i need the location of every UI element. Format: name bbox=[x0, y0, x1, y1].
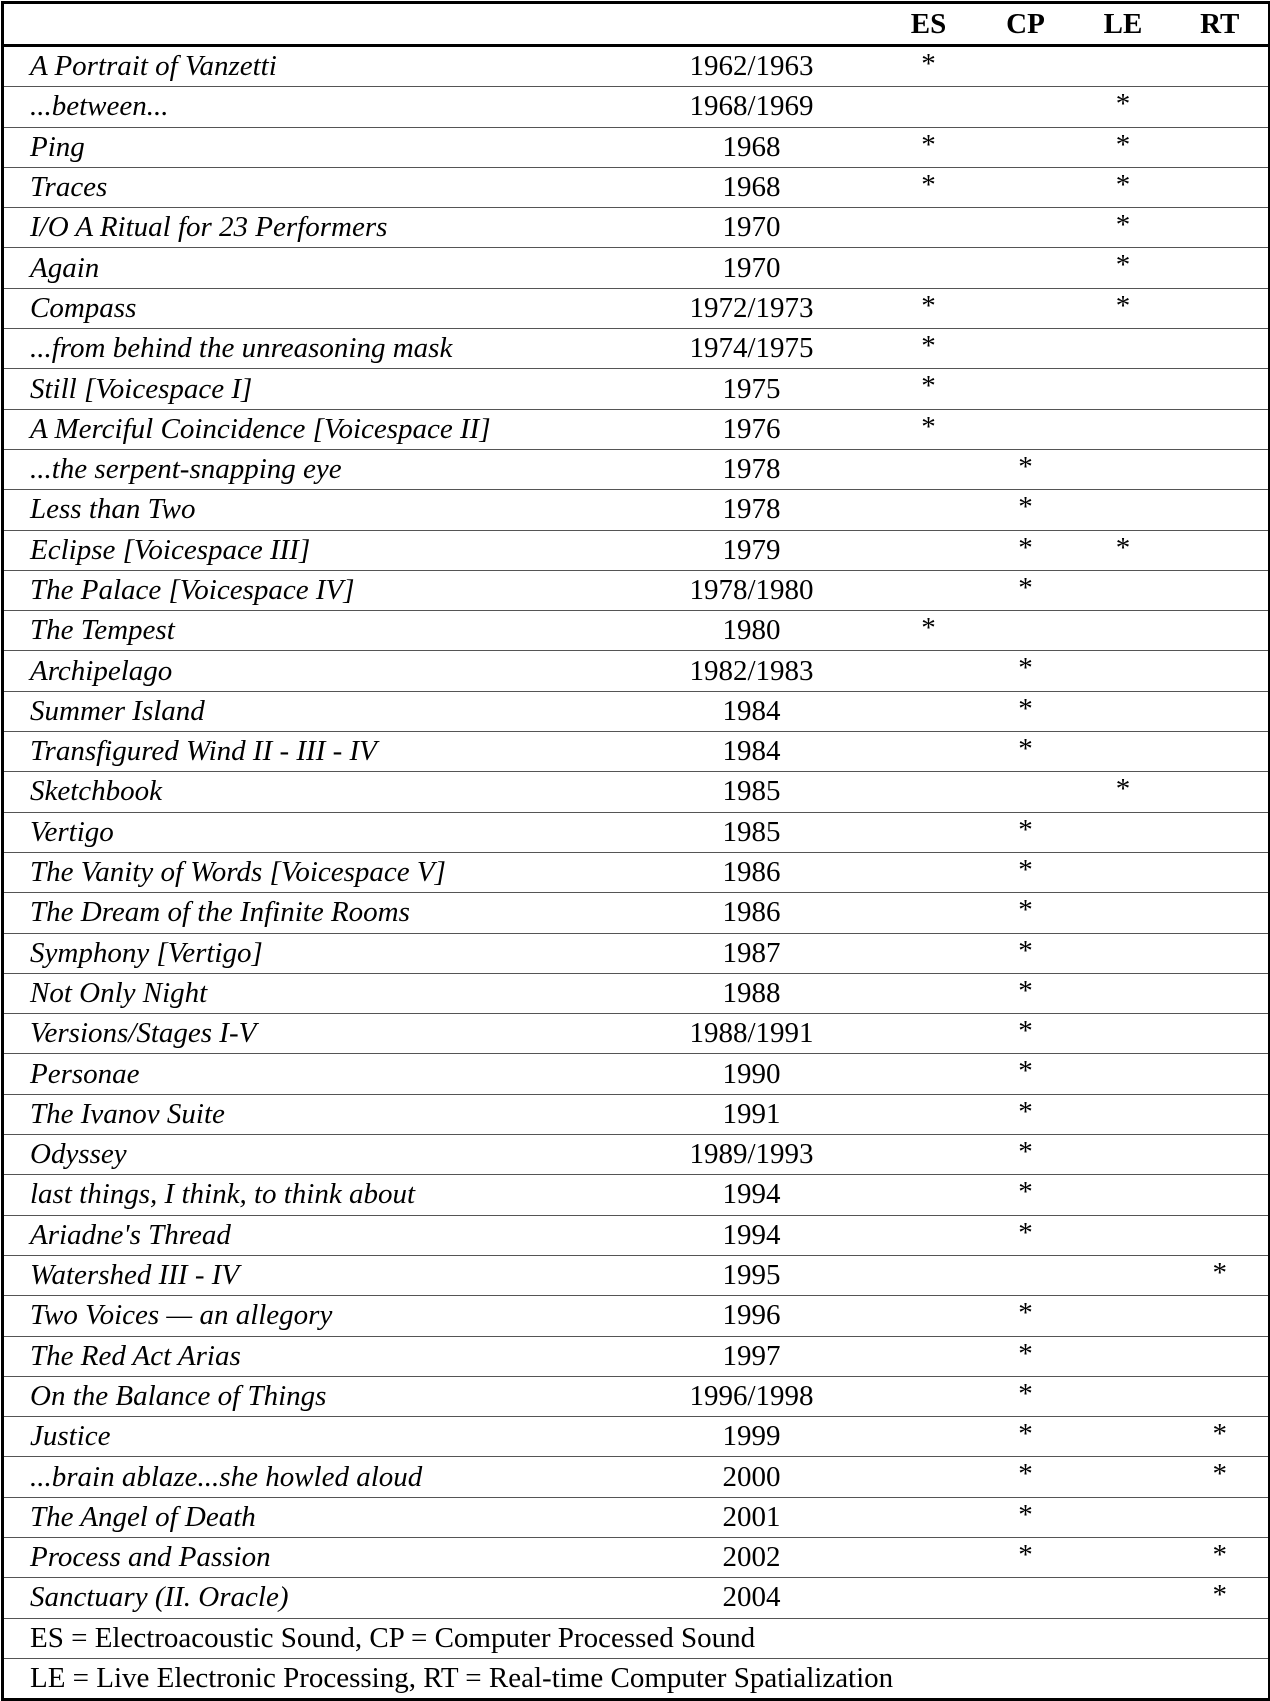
table-row bbox=[3, 611, 1270, 651]
table-row bbox=[3, 933, 1270, 973]
cp-mark bbox=[977, 772, 1075, 812]
rt-mark bbox=[1172, 1094, 1270, 1134]
header-le: LE bbox=[1075, 3, 1172, 46]
work-year: 1972/1973 bbox=[623, 288, 881, 328]
es-mark bbox=[881, 248, 977, 288]
work-title: Again bbox=[3, 248, 623, 288]
rt-mark bbox=[1172, 490, 1270, 530]
work-year: 1996 bbox=[623, 1296, 881, 1336]
es-mark bbox=[881, 87, 977, 127]
work-title: Ariadne's Thread bbox=[3, 1215, 623, 1255]
work-year: 1986 bbox=[623, 893, 881, 933]
es-mark bbox=[881, 691, 977, 731]
header-es: ES bbox=[881, 3, 977, 46]
le-mark bbox=[1075, 651, 1172, 691]
le-mark bbox=[1075, 973, 1172, 1013]
header-cp: CP bbox=[977, 3, 1075, 46]
work-year: 1994 bbox=[623, 1215, 881, 1255]
work-title: Eclipse [Voicespace III] bbox=[3, 530, 623, 570]
rt-mark: * bbox=[1172, 1578, 1270, 1618]
header-title bbox=[3, 3, 623, 46]
table-row bbox=[3, 812, 1270, 852]
work-year: 1978/1980 bbox=[623, 570, 881, 610]
rt-mark: * bbox=[1172, 1255, 1270, 1295]
table-row bbox=[3, 449, 1270, 489]
table-row bbox=[3, 1336, 1270, 1376]
cp-mark bbox=[977, 248, 1075, 288]
rt-mark bbox=[1172, 893, 1270, 933]
le-mark bbox=[1075, 369, 1172, 409]
le-mark: * bbox=[1075, 127, 1172, 167]
es-mark bbox=[881, 1578, 977, 1618]
es-mark bbox=[881, 570, 977, 610]
rt-mark bbox=[1172, 1376, 1270, 1416]
rt-mark bbox=[1172, 530, 1270, 570]
cp-mark: * bbox=[977, 933, 1075, 973]
cp-mark: * bbox=[977, 1336, 1075, 1376]
work-title: Symphony [Vertigo] bbox=[3, 933, 623, 973]
work-year: 1995 bbox=[623, 1255, 881, 1295]
es-mark bbox=[881, 208, 977, 248]
work-year: 1962/1963 bbox=[689, 50, 814, 83]
le-mark bbox=[1075, 852, 1172, 892]
rt-mark bbox=[1172, 1135, 1270, 1175]
table-row bbox=[3, 772, 1270, 812]
es-mark bbox=[881, 893, 977, 933]
cp-mark: * bbox=[977, 1215, 1075, 1255]
work-year: 1994 bbox=[623, 1175, 881, 1215]
es-mark bbox=[881, 1135, 977, 1175]
cp-mark bbox=[977, 1255, 1075, 1295]
table-row bbox=[3, 651, 1270, 691]
work-year: 1968 bbox=[623, 167, 881, 207]
le-mark: * bbox=[1075, 167, 1172, 207]
work-year: 2001 bbox=[623, 1497, 881, 1537]
es-mark bbox=[881, 1296, 977, 1336]
rt-mark bbox=[1172, 691, 1270, 731]
cp-mark: * bbox=[977, 1135, 1075, 1175]
work-year: 1976 bbox=[623, 409, 881, 449]
table-row bbox=[3, 409, 1270, 449]
rt-mark bbox=[1172, 611, 1270, 651]
rt-mark bbox=[1172, 1054, 1270, 1094]
work-title: Not Only Night bbox=[3, 973, 623, 1013]
le-mark bbox=[1075, 329, 1172, 369]
table-row bbox=[3, 329, 1270, 369]
work-year: 1988/1991 bbox=[623, 1014, 881, 1054]
table-row bbox=[3, 1255, 1270, 1295]
cp-mark: * bbox=[977, 490, 1075, 530]
es-mark bbox=[881, 449, 977, 489]
es-mark bbox=[881, 1376, 977, 1416]
le-mark bbox=[1075, 409, 1172, 449]
work-title: ...from behind the unreasoning mask bbox=[3, 329, 623, 369]
es-mark bbox=[881, 812, 977, 852]
work-title: I/O A Ritual for 23 Performers bbox=[3, 208, 623, 248]
le-mark bbox=[1075, 812, 1172, 852]
rt-mark bbox=[1172, 248, 1270, 288]
table-row bbox=[3, 127, 1270, 167]
le-mark bbox=[1075, 1135, 1172, 1175]
es-mark: * bbox=[881, 369, 977, 409]
table-row bbox=[3, 1417, 1270, 1457]
cp-mark: * bbox=[977, 1497, 1075, 1537]
work-year: 1985 bbox=[623, 772, 881, 812]
table-row bbox=[3, 852, 1270, 892]
table-row bbox=[3, 1215, 1270, 1255]
work-year: 1984 bbox=[623, 691, 881, 731]
table-header bbox=[3, 3, 1270, 46]
table-row bbox=[3, 288, 1270, 328]
cp-mark bbox=[977, 611, 1075, 651]
work-title: A Portrait of Vanzetti bbox=[30, 50, 277, 83]
le-mark bbox=[1075, 732, 1172, 772]
cp-mark: * bbox=[977, 1014, 1075, 1054]
table-row bbox=[3, 1014, 1270, 1054]
work-year: 1999 bbox=[623, 1417, 881, 1457]
table-row bbox=[3, 530, 1270, 570]
cp-mark bbox=[977, 329, 1075, 369]
rt-mark bbox=[1172, 87, 1270, 127]
rt-mark bbox=[1172, 369, 1270, 409]
es-mark bbox=[881, 732, 977, 772]
work-year: 1988 bbox=[623, 973, 881, 1013]
rt-mark bbox=[1172, 651, 1270, 691]
es-mark bbox=[881, 490, 977, 530]
cp-mark: * bbox=[977, 1457, 1075, 1497]
work-title: Ping bbox=[3, 127, 623, 167]
es-mark: * bbox=[921, 48, 936, 80]
cp-mark: * bbox=[977, 893, 1075, 933]
es-mark bbox=[881, 1457, 977, 1497]
work-title: ...the serpent-snapping eye bbox=[3, 449, 623, 489]
header-rt: RT bbox=[1172, 3, 1270, 46]
rt-mark bbox=[1172, 288, 1270, 328]
table-row bbox=[3, 490, 1270, 530]
work-year: 1984 bbox=[623, 732, 881, 772]
le-mark bbox=[1075, 449, 1172, 489]
work-title: Process and Passion bbox=[3, 1537, 623, 1577]
table-body bbox=[3, 46, 1270, 1619]
work-title: On the Balance of Things bbox=[3, 1376, 623, 1416]
work-year: 1978 bbox=[623, 449, 881, 489]
work-title: Transfigured Wind II - III - IV bbox=[3, 732, 623, 772]
le-mark bbox=[1075, 1054, 1172, 1094]
work-year: 1982/1983 bbox=[623, 651, 881, 691]
es-mark bbox=[881, 1014, 977, 1054]
rt-mark bbox=[1172, 732, 1270, 772]
table-row bbox=[3, 1578, 1270, 1618]
le-mark bbox=[1075, 570, 1172, 610]
work-title: Two Voices — an allegory bbox=[3, 1296, 623, 1336]
table-row bbox=[3, 1054, 1270, 1094]
cp-mark: * bbox=[977, 530, 1075, 570]
table-row bbox=[3, 1296, 1270, 1336]
es-mark bbox=[881, 530, 977, 570]
table-row bbox=[3, 570, 1270, 610]
cp-mark bbox=[977, 288, 1075, 328]
rt-mark bbox=[1172, 409, 1270, 449]
work-title: The Vanity of Words [Voicespace V] bbox=[3, 852, 623, 892]
work-title: Traces bbox=[3, 167, 623, 207]
table-row bbox=[3, 167, 1270, 207]
le-mark bbox=[1075, 1537, 1172, 1577]
work-title: Still [Voicespace I] bbox=[3, 369, 623, 409]
rt-mark bbox=[1172, 1215, 1270, 1255]
work-year: 1970 bbox=[623, 208, 881, 248]
table-row bbox=[3, 1457, 1270, 1497]
table-legend bbox=[3, 1618, 1270, 1700]
work-title: Archipelago bbox=[3, 651, 623, 691]
es-mark bbox=[881, 772, 977, 812]
work-year: 1970 bbox=[623, 248, 881, 288]
work-title: ...brain ablaze...she howled aloud bbox=[3, 1457, 623, 1497]
rt-mark bbox=[1172, 1497, 1270, 1537]
es-mark: * bbox=[881, 167, 977, 207]
le-mark bbox=[1075, 1215, 1172, 1255]
cp-mark bbox=[977, 127, 1075, 167]
rt-mark: * bbox=[1172, 1457, 1270, 1497]
le-mark: * bbox=[1075, 208, 1172, 248]
le-mark bbox=[1075, 46, 1172, 87]
cp-mark bbox=[977, 409, 1075, 449]
rt-mark bbox=[1172, 1014, 1270, 1054]
work-year: 1991 bbox=[623, 1094, 881, 1134]
legend-line-2: LE = Live Electronic Processing, RT = Real-time Computer Spatialization bbox=[3, 1658, 1270, 1699]
le-mark: * bbox=[1075, 288, 1172, 328]
rt-mark bbox=[1172, 1175, 1270, 1215]
work-title: Watershed III - IV bbox=[3, 1255, 623, 1295]
cp-mark: * bbox=[977, 1175, 1075, 1215]
table-row bbox=[3, 973, 1270, 1013]
cp-mark: * bbox=[977, 449, 1075, 489]
le-mark: * bbox=[1075, 772, 1172, 812]
work-title: Versions/Stages I-V bbox=[3, 1014, 623, 1054]
es-mark bbox=[881, 1175, 977, 1215]
es-mark bbox=[881, 1054, 977, 1094]
work-title: Compass bbox=[3, 288, 623, 328]
legend-row bbox=[3, 1658, 1270, 1699]
cp-mark: * bbox=[977, 1054, 1075, 1094]
table-row bbox=[3, 732, 1270, 772]
work-title: Vertigo bbox=[3, 812, 623, 852]
rt-mark bbox=[1172, 1296, 1270, 1336]
le-mark: * bbox=[1075, 87, 1172, 127]
header-row bbox=[3, 3, 1270, 46]
work-title: ...between... bbox=[3, 87, 623, 127]
work-year: 1986 bbox=[623, 852, 881, 892]
le-mark bbox=[1075, 1497, 1172, 1537]
cp-mark: * bbox=[977, 691, 1075, 731]
work-title: Personae bbox=[3, 1054, 623, 1094]
table-row bbox=[3, 46, 1270, 87]
work-title: last things, I think, to think about bbox=[3, 1175, 623, 1215]
es-mark bbox=[881, 1497, 977, 1537]
cp-mark bbox=[977, 46, 1075, 87]
work-year: 1974/1975 bbox=[623, 329, 881, 369]
rt-mark bbox=[1172, 167, 1270, 207]
le-mark bbox=[1075, 1014, 1172, 1054]
le-mark bbox=[1075, 611, 1172, 651]
work-year: 1987 bbox=[623, 933, 881, 973]
rt-mark: * bbox=[1172, 1417, 1270, 1457]
work-year: 1975 bbox=[623, 369, 881, 409]
rt-mark bbox=[1172, 772, 1270, 812]
work-year: 1979 bbox=[623, 530, 881, 570]
table-row bbox=[3, 1497, 1270, 1537]
work-year: 1968/1969 bbox=[623, 87, 881, 127]
cp-mark bbox=[977, 369, 1075, 409]
work-title: The Tempest bbox=[3, 611, 623, 651]
work-title: The Ivanov Suite bbox=[3, 1094, 623, 1134]
rt-mark bbox=[1172, 812, 1270, 852]
legend-line-1: ES = Electroacoustic Sound, CP = Computer Processed Sound bbox=[3, 1618, 1270, 1658]
cp-mark: * bbox=[977, 732, 1075, 772]
work-title: Sanctuary (II. Oracle) bbox=[3, 1578, 623, 1618]
rt-mark bbox=[1172, 208, 1270, 248]
es-mark bbox=[881, 1255, 977, 1295]
cp-mark: * bbox=[977, 651, 1075, 691]
le-mark bbox=[1075, 1175, 1172, 1215]
table-row bbox=[3, 208, 1270, 248]
cp-mark: * bbox=[977, 812, 1075, 852]
le-mark bbox=[1075, 1417, 1172, 1457]
le-mark bbox=[1075, 490, 1172, 530]
es-mark bbox=[881, 933, 977, 973]
es-mark bbox=[881, 1094, 977, 1134]
cp-mark bbox=[977, 87, 1075, 127]
rt-mark bbox=[1172, 973, 1270, 1013]
work-year: 1997 bbox=[623, 1336, 881, 1376]
le-mark: * bbox=[1075, 248, 1172, 288]
works-table bbox=[1, 1, 1270, 1701]
le-mark bbox=[1075, 1376, 1172, 1416]
cp-mark: * bbox=[977, 1537, 1075, 1577]
rt-mark bbox=[1172, 933, 1270, 973]
work-title: The Angel of Death bbox=[3, 1497, 623, 1537]
table-row bbox=[3, 1094, 1270, 1134]
table-row bbox=[3, 691, 1270, 731]
es-mark: * bbox=[881, 288, 977, 328]
cp-mark bbox=[977, 1578, 1075, 1618]
cp-mark: * bbox=[977, 1376, 1075, 1416]
work-title: Sketchbook bbox=[3, 772, 623, 812]
es-mark bbox=[881, 1336, 977, 1376]
cp-mark bbox=[977, 208, 1075, 248]
cp-mark: * bbox=[977, 852, 1075, 892]
cp-mark: * bbox=[977, 1417, 1075, 1457]
le-mark bbox=[1075, 1578, 1172, 1618]
table-row bbox=[3, 1537, 1270, 1577]
table-row bbox=[3, 87, 1270, 127]
work-year: 1996/1998 bbox=[623, 1376, 881, 1416]
table-row bbox=[3, 1135, 1270, 1175]
rt-mark bbox=[1172, 570, 1270, 610]
rt-mark: * bbox=[1172, 1537, 1270, 1577]
work-year: 2000 bbox=[623, 1457, 881, 1497]
work-year: 2004 bbox=[623, 1578, 881, 1618]
es-mark: * bbox=[881, 329, 977, 369]
work-year: 1978 bbox=[623, 490, 881, 530]
work-title: Justice bbox=[3, 1417, 623, 1457]
rt-mark bbox=[1172, 127, 1270, 167]
cp-mark bbox=[977, 167, 1075, 207]
es-mark: * bbox=[881, 409, 977, 449]
le-mark bbox=[1075, 933, 1172, 973]
work-year: 1968 bbox=[623, 127, 881, 167]
rt-mark bbox=[1172, 1336, 1270, 1376]
rt-mark bbox=[1172, 852, 1270, 892]
table-row bbox=[3, 248, 1270, 288]
work-year: 1985 bbox=[623, 812, 881, 852]
rt-mark bbox=[1172, 46, 1270, 87]
work-year: 2002 bbox=[623, 1537, 881, 1577]
work-title: The Red Act Arias bbox=[3, 1336, 623, 1376]
le-mark bbox=[1075, 1255, 1172, 1295]
work-title: Odyssey bbox=[3, 1135, 623, 1175]
cp-mark: * bbox=[977, 1296, 1075, 1336]
rt-mark bbox=[1172, 329, 1270, 369]
work-title: The Palace [Voicespace IV] bbox=[3, 570, 623, 610]
es-mark bbox=[881, 1537, 977, 1577]
es-mark bbox=[881, 973, 977, 1013]
es-mark bbox=[881, 1215, 977, 1255]
work-title: The Dream of the Infinite Rooms bbox=[3, 893, 623, 933]
work-year: 1990 bbox=[623, 1054, 881, 1094]
le-mark bbox=[1075, 1296, 1172, 1336]
work-year: 1989/1993 bbox=[623, 1135, 881, 1175]
le-mark bbox=[1075, 1457, 1172, 1497]
le-mark bbox=[1075, 1094, 1172, 1134]
es-mark bbox=[881, 651, 977, 691]
es-mark: * bbox=[881, 611, 977, 651]
rt-mark bbox=[1172, 449, 1270, 489]
work-title: Less than Two bbox=[3, 490, 623, 530]
es-mark: * bbox=[881, 127, 977, 167]
es-mark bbox=[881, 1417, 977, 1457]
header-year bbox=[623, 3, 881, 46]
le-mark bbox=[1075, 691, 1172, 731]
cp-mark: * bbox=[977, 973, 1075, 1013]
table-row bbox=[3, 1175, 1270, 1215]
le-mark bbox=[1075, 893, 1172, 933]
table-row bbox=[3, 1376, 1270, 1416]
legend-row bbox=[3, 1618, 1270, 1658]
le-mark bbox=[1075, 1336, 1172, 1376]
table-row bbox=[3, 893, 1270, 933]
cp-mark: * bbox=[977, 1094, 1075, 1134]
es-mark bbox=[881, 852, 977, 892]
le-mark: * bbox=[1075, 530, 1172, 570]
work-year: 1980 bbox=[623, 611, 881, 651]
work-title: Summer Island bbox=[3, 691, 623, 731]
table-row bbox=[3, 369, 1270, 409]
work-title: A Merciful Coincidence [Voicespace II] bbox=[3, 409, 623, 449]
cp-mark: * bbox=[977, 570, 1075, 610]
